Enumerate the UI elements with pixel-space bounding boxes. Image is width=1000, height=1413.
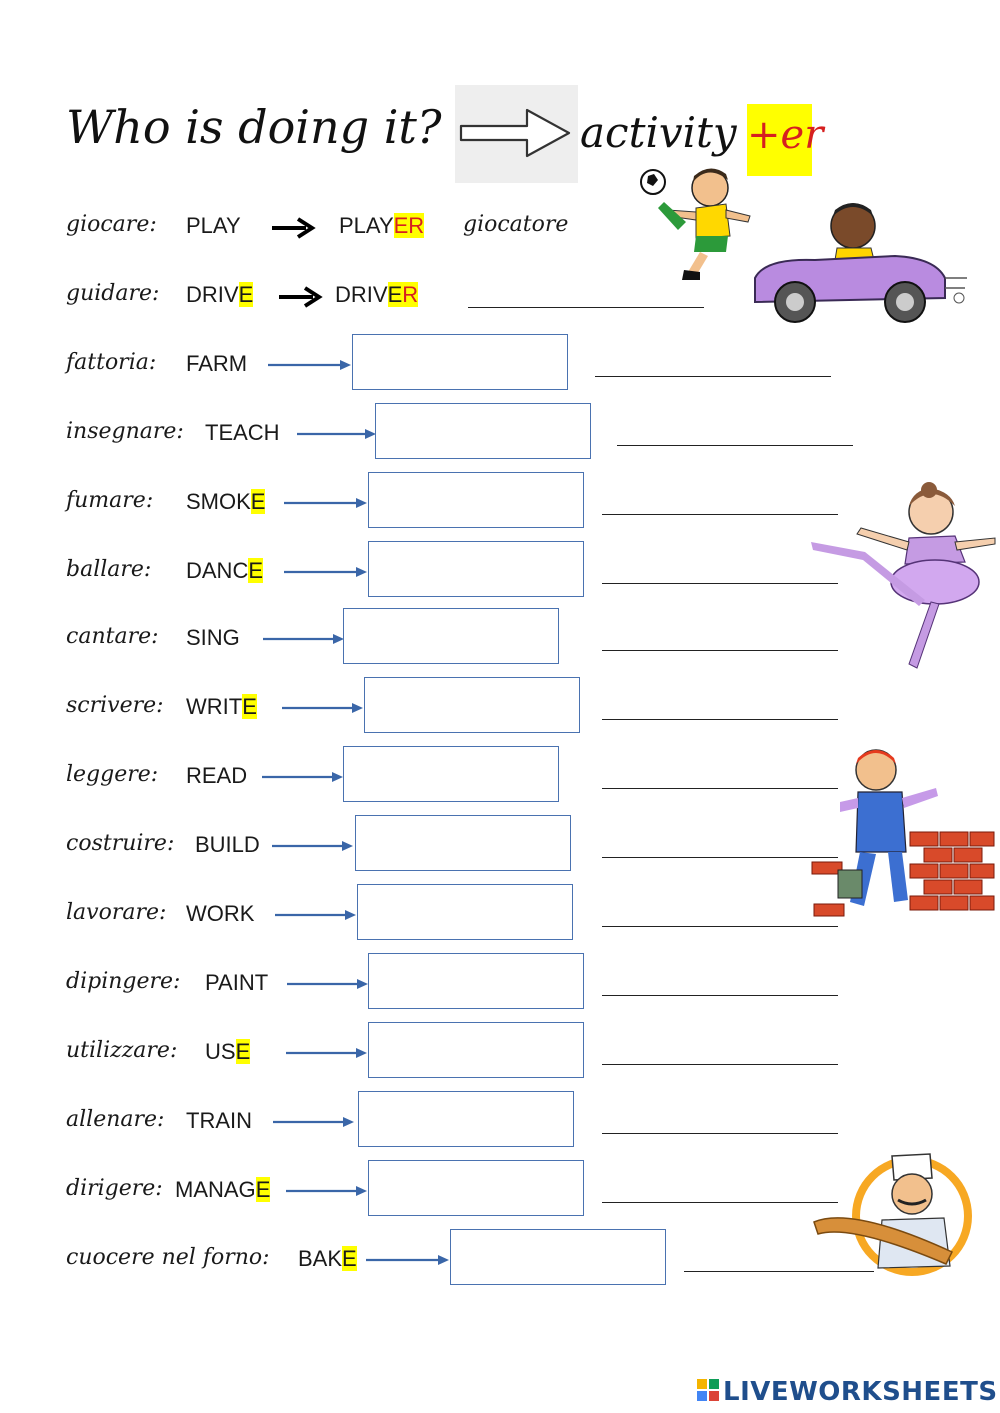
italian-word: dirigere:: [66, 1176, 163, 1201]
blue-arrow-icon: [263, 632, 345, 646]
ballerina-image: [805, 482, 997, 674]
answer-box[interactable]: [368, 1160, 584, 1216]
translation-line[interactable]: [602, 1064, 838, 1065]
italian-word: utilizzare:: [66, 1038, 178, 1063]
exercise-row: [0, 1026, 1000, 1086]
blue-arrow-icon: [272, 839, 354, 853]
english-verb: READ: [186, 763, 248, 788]
english-verb: SMOKE: [186, 489, 266, 514]
answer-box[interactable]: [368, 953, 584, 1009]
example-result: PLAYER: [339, 213, 425, 238]
italian-word: lavorare:: [66, 900, 167, 925]
blue-arrow-icon: [262, 770, 344, 784]
translation-line[interactable]: [602, 650, 838, 651]
translation-line[interactable]: [602, 995, 838, 996]
answer-box[interactable]: [450, 1229, 666, 1285]
translation-line[interactable]: [602, 788, 838, 789]
english-verb: DANCE: [186, 558, 264, 583]
italian-word: fattoria:: [66, 350, 157, 375]
translation-line[interactable]: [602, 719, 838, 720]
italian-word: leggere:: [66, 762, 159, 787]
logo-mark-icon: [697, 1379, 719, 1401]
english-verb: BUILD: [195, 832, 260, 857]
translation-line[interactable]: [602, 1133, 838, 1134]
black-arrow-icon: [270, 216, 316, 240]
blue-arrow-icon: [284, 496, 368, 510]
liveworksheets-logo: LIVEWORKSHEETS: [697, 1377, 998, 1409]
translation-line[interactable]: [602, 857, 838, 858]
answer-box[interactable]: [375, 403, 591, 459]
answer-box[interactable]: [358, 1091, 574, 1147]
italian-word: giocare:: [66, 212, 157, 237]
answer-box[interactable]: [343, 608, 559, 664]
italian-word: cuocere nel forno:: [66, 1245, 270, 1270]
answer-box[interactable]: [355, 815, 571, 871]
black-arrow-icon: [277, 285, 323, 309]
exercise-row: [0, 338, 1000, 398]
italian-word: cantare:: [66, 624, 159, 649]
translation-line[interactable]: [602, 583, 838, 584]
exercise-row: [0, 1095, 1000, 1155]
english-verb: DRIVE: [186, 282, 254, 307]
answer-box[interactable]: [364, 677, 580, 733]
blue-arrow-icon: [297, 427, 377, 441]
answer-box[interactable]: [368, 541, 584, 597]
baker-image: [812, 1148, 974, 1284]
translation-line[interactable]: [468, 307, 704, 308]
blue-arrow-icon: [286, 1046, 368, 1060]
english-verb: TRAIN: [186, 1108, 252, 1133]
blue-arrow-icon: [286, 1184, 368, 1198]
italian-word: insegnare:: [66, 419, 184, 444]
blue-arrow-icon: [273, 1115, 355, 1129]
italian-word: allenare:: [66, 1107, 165, 1132]
italian-word: fumare:: [66, 488, 154, 513]
example-translation: giocatore: [463, 212, 569, 237]
english-verb: MANAGE: [175, 1177, 271, 1202]
blue-arrow-icon: [268, 358, 352, 372]
blue-arrow-icon: [366, 1253, 450, 1267]
italian-word: costruire:: [66, 831, 175, 856]
right-arrow-icon: [457, 100, 575, 162]
answer-box[interactable]: [352, 334, 568, 390]
blue-arrow-icon: [275, 908, 357, 922]
english-verb: USE: [205, 1039, 251, 1064]
answer-box[interactable]: [343, 746, 559, 802]
english-verb: PLAY: [186, 213, 241, 238]
exercise-row: [0, 957, 1000, 1017]
answer-box[interactable]: [368, 472, 584, 528]
answer-box[interactable]: [357, 884, 573, 940]
translation-line[interactable]: [602, 926, 838, 927]
italian-word: scrivere:: [66, 693, 164, 718]
translation-line[interactable]: [617, 445, 853, 446]
english-verb: WRITE: [186, 694, 257, 719]
answer-box[interactable]: [368, 1022, 584, 1078]
english-verb: SING: [186, 625, 240, 650]
italian-word: guidare:: [66, 281, 160, 306]
exercise-row: [0, 407, 1000, 467]
driver-car-image: [745, 198, 970, 328]
blue-arrow-icon: [284, 565, 368, 579]
english-verb: WORK: [186, 901, 255, 926]
translation-line[interactable]: [602, 1202, 838, 1203]
soccer-player-image: [638, 160, 753, 290]
page-title: Who is doing it?: [66, 100, 442, 154]
title-activity: activity: [580, 108, 737, 157]
english-verb: TEACH: [205, 420, 280, 445]
example-result: DRIVER: [335, 282, 419, 307]
translation-line[interactable]: [602, 514, 838, 515]
blue-arrow-icon: [282, 701, 364, 715]
bricklayer-image: [810, 742, 996, 922]
translation-line[interactable]: [595, 376, 831, 377]
blue-arrow-icon: [287, 977, 369, 991]
title-suffix-badge: +er: [747, 104, 812, 176]
english-verb: BAKE: [298, 1246, 357, 1271]
english-verb: PAINT: [205, 970, 269, 995]
italian-word: ballare:: [66, 557, 152, 582]
italian-word: dipingere:: [66, 969, 181, 994]
english-verb: FARM: [186, 351, 248, 376]
exercise-row: [0, 681, 1000, 741]
